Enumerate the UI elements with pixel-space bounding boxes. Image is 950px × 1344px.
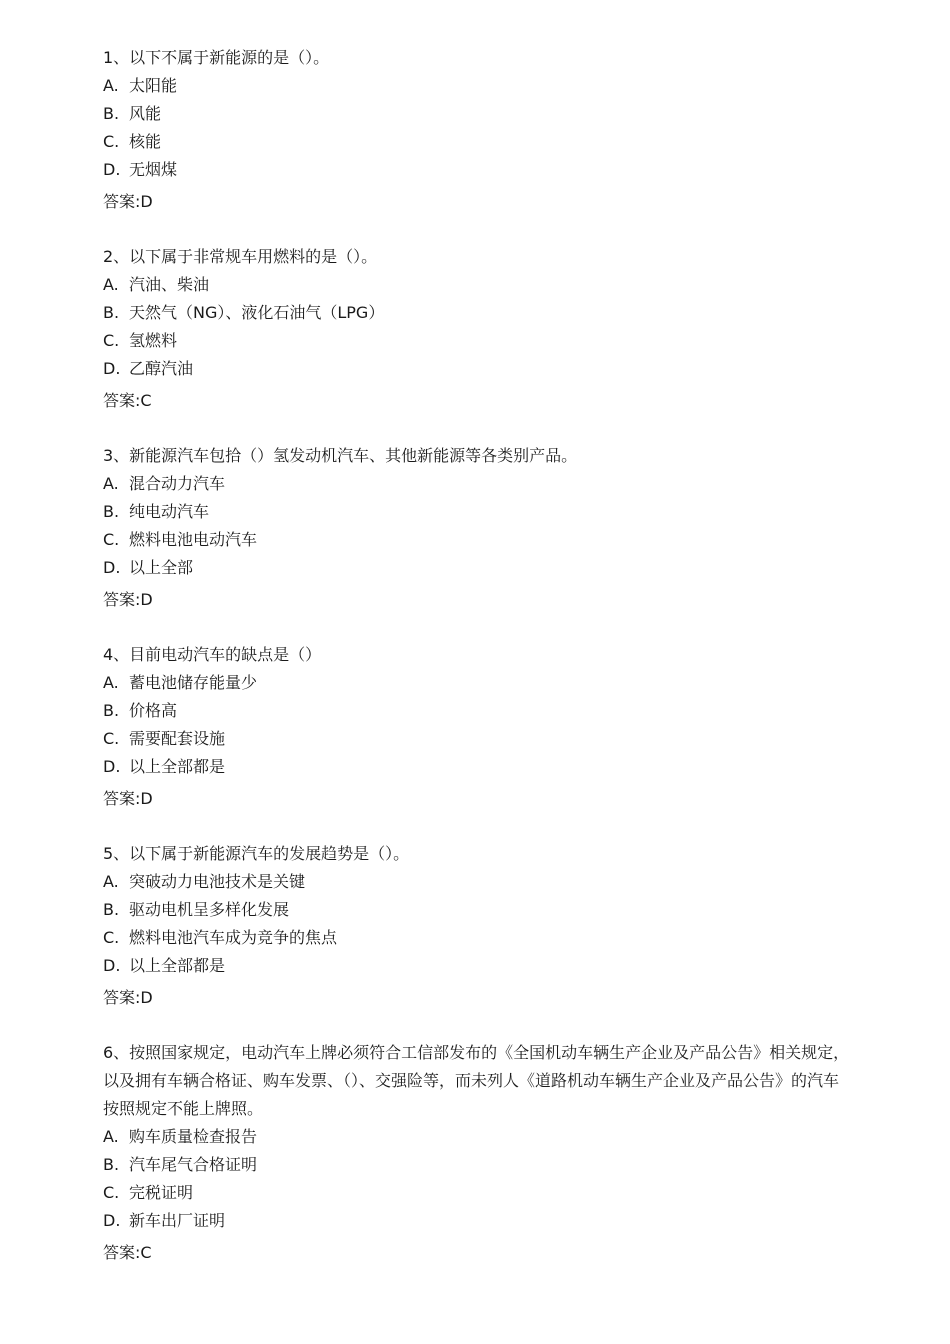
option-letter: D. xyxy=(103,558,121,577)
option-text: 需要配套设施 xyxy=(129,729,226,748)
option-letter: B. xyxy=(103,502,120,521)
option-text: 无烟煤 xyxy=(129,160,178,179)
option-text: 以上全部都是 xyxy=(129,956,226,975)
answer-option xyxy=(103,868,853,896)
option-letter: C. xyxy=(103,1183,120,1202)
answer-option xyxy=(103,1151,853,1179)
answer-option xyxy=(103,271,853,299)
option-text: 驱动电机呈多样化发展 xyxy=(129,900,290,919)
option-text: 太阳能 xyxy=(129,76,178,95)
answer-option xyxy=(103,128,853,156)
option-letter: B. xyxy=(103,900,120,919)
answer-option xyxy=(103,924,853,952)
option-letter: A. xyxy=(103,673,119,692)
question-stem: 6、按照国家规定，电动汽车上牌必须符合工信部发布的《全国机动车辆生产企业及产品公告》相关规定，以及拥有车辆合格证、购车发票、（）、交强险等，而未列人《道路机动车辆生产企业及产品公告》的汽车按照规定不能上牌照。 xyxy=(103,1043,850,1118)
option-text: 汽油、柴油 xyxy=(129,275,210,294)
option-letter: C. xyxy=(103,928,120,947)
option-text: 新车出厂证明 xyxy=(129,1211,226,1230)
option-letter: C. xyxy=(103,132,120,151)
option-letter: B. xyxy=(103,104,120,123)
question-block xyxy=(103,641,853,813)
option-letter: D. xyxy=(103,160,121,179)
answer-option xyxy=(103,100,853,128)
option-text: 突破动力电池技术是关键 xyxy=(129,872,306,891)
option-text: 风能 xyxy=(129,104,162,123)
answer-key: 答案:C xyxy=(103,1243,152,1262)
option-letter: A. xyxy=(103,872,119,891)
option-text: 价格高 xyxy=(129,701,178,720)
answer-option xyxy=(103,299,853,327)
answer-option xyxy=(103,327,853,355)
answer-key: 答案:D xyxy=(103,988,153,1007)
option-letter: B. xyxy=(103,701,120,720)
question-block xyxy=(103,442,853,614)
option-letter: D. xyxy=(103,1211,121,1230)
option-letter: B. xyxy=(103,1155,120,1174)
option-text: 蓄电池储存能量少 xyxy=(129,673,258,692)
option-letter: C. xyxy=(103,530,120,549)
option-text: 氢燃料 xyxy=(129,331,178,350)
answer-key: 答案:D xyxy=(103,789,153,808)
answer-option xyxy=(103,526,853,554)
spacer xyxy=(103,415,853,442)
answer-option xyxy=(103,72,853,100)
spacer xyxy=(103,1012,853,1039)
answer-option xyxy=(103,896,853,924)
answer-option xyxy=(103,669,853,697)
answer-option xyxy=(103,554,853,582)
question-stem: 1、以下不属于新能源的是（）。 xyxy=(103,48,330,67)
answer-option xyxy=(103,753,853,781)
question-stem: 3、新能源汽车包拾（）氢发动机汽车、其他新能源等各类别产品。 xyxy=(103,446,578,465)
option-letter: A. xyxy=(103,275,119,294)
question-stem: 4、目前电动汽车的缺点是（） xyxy=(103,645,322,664)
question-block xyxy=(103,44,853,216)
document-body xyxy=(103,44,853,1267)
question-block xyxy=(103,840,853,1012)
option-letter: A. xyxy=(103,1127,119,1146)
spacer xyxy=(103,216,853,243)
option-text: 燃料电池电动汽车 xyxy=(129,530,258,549)
answer-option xyxy=(103,697,853,725)
answer-key: 答案:C xyxy=(103,391,152,410)
question-stem: 2、以下属于非常规车用燃料的是（）。 xyxy=(103,247,378,266)
option-letter: C. xyxy=(103,331,120,350)
option-text: 燃料电池汽车成为竞争的焦点 xyxy=(129,928,338,947)
option-text: 乙醇汽油 xyxy=(129,359,194,378)
option-text: 完税证明 xyxy=(129,1183,194,1202)
option-letter: B. xyxy=(103,303,120,322)
option-letter: D. xyxy=(103,359,121,378)
question-block xyxy=(103,1039,853,1267)
option-letter: A. xyxy=(103,474,119,493)
answer-option xyxy=(103,156,853,184)
option-text: 纯电动汽车 xyxy=(129,502,210,521)
option-letter: A. xyxy=(103,76,119,95)
spacer xyxy=(103,614,853,641)
answer-option xyxy=(103,725,853,753)
answer-key: 答案:D xyxy=(103,590,153,609)
answer-option xyxy=(103,498,853,526)
spacer xyxy=(103,813,853,840)
option-letter: D. xyxy=(103,757,121,776)
option-letter: D. xyxy=(103,956,121,975)
answer-option xyxy=(103,355,853,383)
option-text: 核能 xyxy=(129,132,162,151)
answer-key: 答案:D xyxy=(103,192,153,211)
answer-option xyxy=(103,1207,853,1235)
option-text: 天然气（NG）、液化石油气（LPG） xyxy=(129,303,385,322)
option-text: 以上全部 xyxy=(129,558,194,577)
question-stem: 5、以下属于新能源汽车的发展趋势是（）。 xyxy=(103,844,410,863)
option-text: 以上全部都是 xyxy=(129,757,226,776)
option-text: 购车质量检查报告 xyxy=(129,1127,258,1146)
option-text: 混合动力汽车 xyxy=(129,474,226,493)
option-letter: C. xyxy=(103,729,120,748)
answer-option xyxy=(103,952,853,980)
option-text: 汽车尾气合格证明 xyxy=(129,1155,258,1174)
answer-option xyxy=(103,1123,853,1151)
question-block xyxy=(103,243,853,415)
answer-option xyxy=(103,470,853,498)
answer-option xyxy=(103,1179,853,1207)
